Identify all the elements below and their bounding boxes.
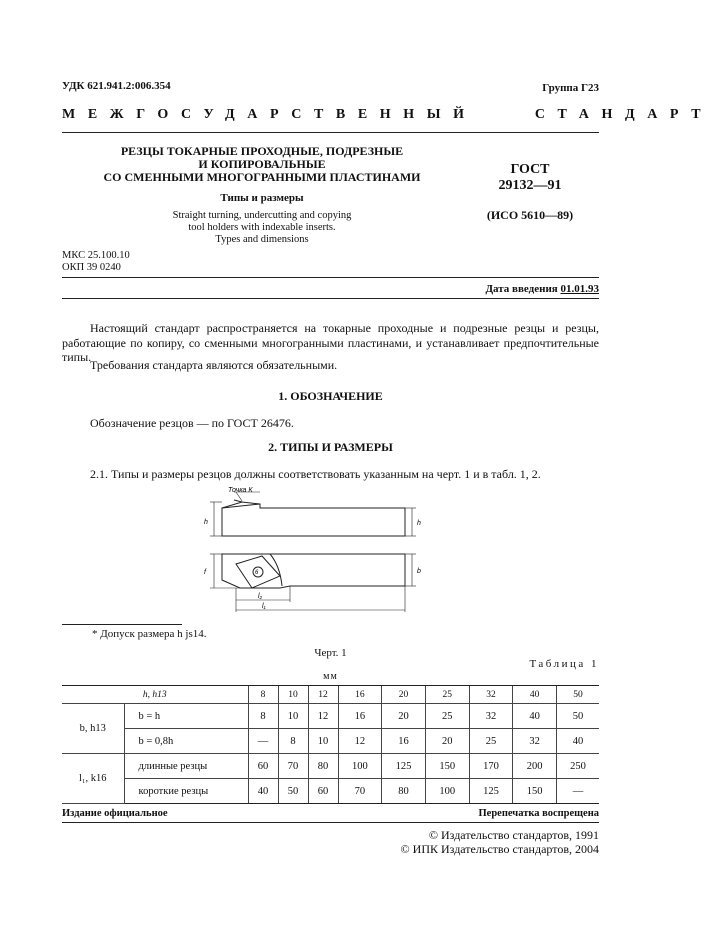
table-cell: 8 — [278, 729, 308, 754]
table-row — [62, 779, 599, 804]
table-cell: 125 — [469, 779, 513, 804]
l-group-label: l₁, k16 — [62, 754, 124, 804]
dimensions-table — [62, 685, 599, 804]
l-row1-label: длинные резцы — [124, 754, 248, 779]
table-cell: 12 — [308, 686, 338, 704]
codes-rule — [62, 277, 599, 278]
tool-holder-drawing — [200, 484, 430, 619]
gost-number — [470, 162, 590, 194]
dim-l2-label: l₂ — [258, 593, 263, 600]
table-cell: 32 — [469, 686, 513, 704]
date-value: 01.01.93 — [560, 283, 599, 295]
table-cell: 170 — [469, 754, 513, 779]
table-cell: 100 — [425, 779, 469, 804]
side-view — [210, 492, 416, 536]
effective-date — [485, 283, 599, 295]
table-cell: 12 — [308, 704, 338, 729]
table-cell: 25 — [469, 729, 513, 754]
table-cell: 20 — [382, 704, 426, 729]
footnote: * Допуск размера h js14. — [92, 628, 207, 640]
table-cell: 60 — [308, 779, 338, 804]
table-cell: 150 — [513, 779, 557, 804]
interstate-right: СТАНДАРТ — [534, 107, 713, 122]
okp-code: ОКП 39 0240 — [62, 262, 121, 273]
angle-label: 6 — [255, 570, 259, 576]
standard-title — [62, 145, 462, 184]
table-cell: 10 — [278, 704, 308, 729]
title-line-3: СО СМЕННЫМИ МНОГОГРАННЫМИ ПЛАСТИНАМИ — [103, 170, 421, 184]
table-cell: 32 — [469, 704, 513, 729]
top-view — [210, 554, 416, 612]
dim-l1-label: l₁ — [262, 603, 266, 610]
table-cell: 16 — [382, 729, 426, 754]
scope-paragraph: Настоящий стандарт распространяется на токарные проходные и подрезные резцы и резцы, работающие по копиру, со сменными многогранными пластинами, и устанавливает предпочтительные типы. — [62, 321, 599, 364]
table-cell: 60 — [248, 754, 278, 779]
table-row — [62, 754, 599, 779]
table-cell: 40 — [513, 686, 557, 704]
table-cell: 40 — [557, 729, 599, 754]
table-cell: 20 — [382, 686, 426, 704]
gost-label: ГОСТ — [510, 162, 550, 177]
copyright-2004: © ИПК Издательство стандартов, 2004 — [400, 842, 599, 856]
types-paragraph: 2.1. Типы и размеры резцов должны соответствовать указанным на черт. 1 и в табл. 1, 2. — [90, 467, 541, 481]
table-cell: — — [557, 779, 599, 804]
title-line-2: И КОПИРОВАЛЬНЫЕ — [198, 157, 326, 171]
reprint-notice: Перепечатка воспрещена — [478, 808, 599, 819]
date-rule — [62, 298, 599, 299]
classification-codes — [62, 250, 130, 274]
table-cell: 10 — [308, 729, 338, 754]
table-cell: 80 — [308, 754, 338, 779]
h-header: h, h13 — [62, 686, 248, 704]
english-title — [62, 210, 462, 246]
table-row — [62, 704, 599, 729]
b-row2-label: b = 0,8h — [124, 729, 248, 754]
english-line-1: Straight turning, undercutting and copying — [172, 210, 352, 221]
b-row1-label: b = h — [124, 704, 248, 729]
table-cell: 80 — [382, 779, 426, 804]
table-cell: 150 — [425, 754, 469, 779]
table-cell: 40 — [513, 704, 557, 729]
official-edition: Издание официальное — [62, 808, 168, 819]
footnote-rule — [62, 624, 182, 625]
section-1-heading: 1. ОБОЗНАЧЕНИЕ — [278, 389, 383, 403]
table-cell: 12 — [338, 729, 382, 754]
copyright-1991: © Издательство стандартов, 1991 — [428, 828, 599, 842]
table-cell: 25 — [425, 704, 469, 729]
table-cell: 200 — [513, 754, 557, 779]
units-label: мм — [323, 671, 338, 682]
l-row2-label: короткие резцы — [124, 779, 248, 804]
date-label: Дата введения — [485, 283, 558, 295]
title-subtitle: Типы и размеры — [220, 192, 304, 204]
dim-h-right-label: h — [417, 520, 421, 527]
footer-rule — [62, 822, 599, 823]
table-cell: 10 — [278, 686, 308, 704]
udk-code: УДК 621.941.2:006.354 — [62, 80, 171, 92]
table-cell: 40 — [248, 779, 278, 804]
table-cell: 70 — [338, 779, 382, 804]
table-cell: — — [248, 729, 278, 754]
table-label: Таблица 1 — [529, 658, 599, 670]
table-cell: 32 — [513, 729, 557, 754]
table-row — [62, 729, 599, 754]
iso-reference: (ИСО 5610—89) — [486, 208, 574, 222]
drawing-caption: Черт. 1 — [314, 647, 347, 659]
table-cell: 50 — [278, 779, 308, 804]
table-cell: 100 — [338, 754, 382, 779]
mandatory-paragraph: Требования стандарта являются обязательными. — [90, 358, 338, 372]
english-line-3: Types and dimensions — [215, 234, 309, 245]
title-line-1: РЕЗЦЫ ТОКАРНЫЕ ПРОХОДНЫЕ, ПОДРЕЗНЫЕ — [120, 144, 404, 158]
designation-paragraph: Обозначение резцов — по ГОСТ 26476. — [90, 416, 294, 430]
mks-code: МКС 25.100.10 — [62, 250, 130, 261]
group-code: Группа Г23 — [542, 82, 599, 94]
table-cell: 250 — [557, 754, 599, 779]
interstate-banner — [62, 107, 713, 123]
table-cell: 125 — [382, 754, 426, 779]
interstate-left: МЕЖГОСУДАРСТВЕННЫЙ — [62, 107, 477, 122]
dim-b-label: b — [417, 568, 421, 575]
table-cell: 50 — [557, 704, 599, 729]
table-cell: 8 — [248, 704, 278, 729]
table-row — [62, 686, 599, 704]
table-cell: 50 — [557, 686, 599, 704]
table-cell: 70 — [278, 754, 308, 779]
english-line-2: tool holders with indexable inserts. — [188, 222, 336, 233]
table-cell: 25 — [425, 686, 469, 704]
point-k-label: Точка К — [228, 487, 253, 494]
table-cell: 20 — [425, 729, 469, 754]
gost-code: 29132—91 — [498, 178, 562, 193]
table-cell: 16 — [338, 686, 382, 704]
dim-f-label: f — [204, 569, 206, 576]
section-2-heading: 2. ТИПЫ И РАЗМЕРЫ — [268, 440, 393, 454]
dim-h-left-label: h — [204, 519, 208, 526]
header-rule — [62, 132, 599, 133]
table-cell: 16 — [338, 704, 382, 729]
b-group-label: b, h13 — [62, 704, 124, 754]
table-cell: 8 — [248, 686, 278, 704]
